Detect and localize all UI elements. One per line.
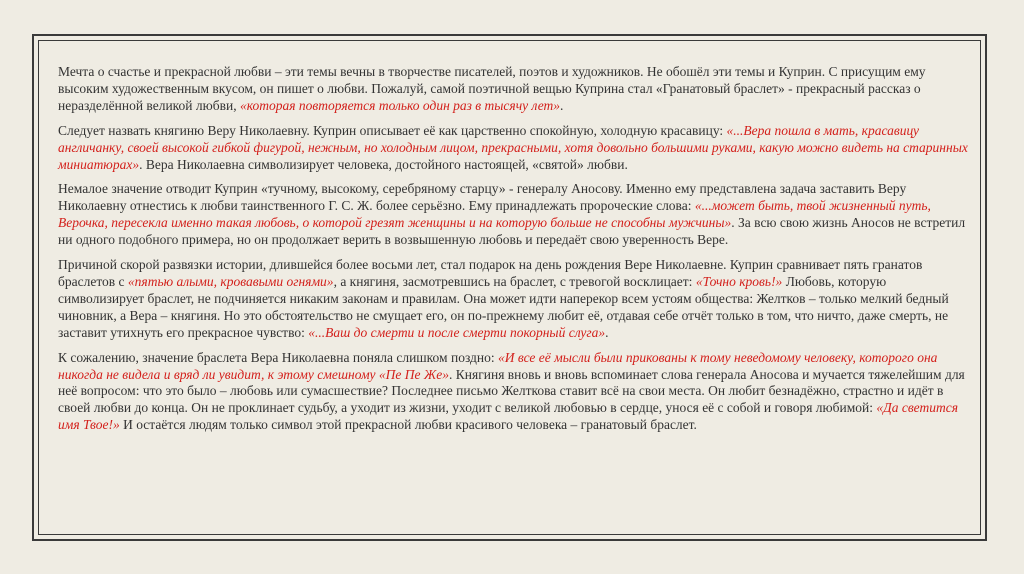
quote-text: «Точно кровь!»	[695, 273, 783, 289]
body-text: . Княгиня вновь и вновь вспоминает слова генерала Аносова и мучается тяжелейшим для неё вопросом: что это было – любовь или сумасшествие? Последнее письмо Желткова ставит всё на свои места. Он любит безнадёжно, страстно и идёт в своей любви до конца. Он не проклинает судьбу, а уходит из жизни, уходит с великой любовью в сердце, унося её с собой и говоря любимой:	[58, 366, 965, 416]
body-text: .	[560, 97, 564, 113]
quote-text: «...Ваш до смерти и после смерти покорный слуга»	[308, 324, 606, 340]
essay-text-body	[58, 64, 970, 442]
body-text: Причиной скорой развязки истории, длившейся более восьми лет, стал подарок на день рождения Вере Николаевне. Куприн сравнивает пять гранатов браслетов с	[58, 257, 923, 289]
body-text: И остаётся людям только символ этой прекрасной любви красивого человека – гранатовый браслет.	[119, 417, 697, 433]
paragraph-3	[58, 181, 970, 249]
quote-text: «которая повторяется только один раз в тысячу лет»	[239, 97, 561, 113]
body-text: . За всю свою жизнь Аносов не встретил ни одного подобного примера, но он продолжает верить в возвышенную любовь и передаёт свою уверенность Вере.	[58, 215, 966, 248]
body-text: , а княгиня, засмотревшись на браслет, с тревогой восклицает:	[333, 273, 696, 289]
paragraph-5	[58, 350, 970, 435]
body-text: Немалое значение отводит Куприн «тучному, высокому, серебряному старцу» - генералу Аносову. Именно ему представлена задача заставить Веру Николаевну отнестись к любви таинственного Г. С. Ж. более серьёзно. Ему принадлежать пророческие слова:	[58, 181, 907, 214]
quote-text: «И все её мысли были прикованы к тому неведомому человеку, которого она никогда не видела и вряд ли увидит, к этому смешному «Пе Пе Же»	[58, 349, 938, 382]
quote-text: «пятью алыми, кровавыми огнями»	[127, 273, 334, 289]
body-text: К сожалению, значение браслета Вера Николаевна поняла слишком поздно:	[58, 349, 499, 365]
body-text: .	[605, 324, 609, 340]
body-text: Следует назвать княгиню Веру Николаевну. Куприн описывает её как царственно спокойную, холодную красавицу:	[58, 122, 727, 138]
body-text: Мечта о счастье и прекрасной любви – эти темы вечны в творчестве писателей, поэтов и художников. Не обошёл эти темы и Куприн. С присущим ему высоким художественным вкусом, он пишет о любви. Пожалуй, самой поэтичной вещью Куприна стал «Гранатовый браслет» - прекрасный рассказ о неразделённой великой любви,	[58, 64, 926, 113]
paragraph-4	[58, 257, 970, 342]
paragraph-1	[58, 64, 970, 115]
paragraph-2	[58, 123, 970, 174]
body-text: Любовь, которую символизирует браслет, не подчиняется никаким законам и правилам. Она может идти наперекор всем устоям общества: Желтков – только мелкий бедный чиновник, а Вера – княгиня. Но это обстоятельство не смущает его, он по-прежнему любит её, отдавая себе отчёт только в том, что ничто, даже смерть, не заставит утихнуть его прекрасное чувство:	[58, 273, 949, 340]
quote-text: «...может быть, твой жизненный путь, Верочка, пересекла именно такая любовь, о которой грезят женщины и на которую больше не способны мужчины»	[58, 198, 931, 231]
body-text: . Вера Николаевна символизирует человека, достойного настоящей, «святой» любви.	[139, 156, 628, 172]
quote-text: «...Вера пошла в мать, красавицу англичанку, своей высокой гибкой фигурой, нежным, но холодным лицом, прекрасными, хотя довольно большими руками, какую можно видеть на старинных миниатюрах»	[58, 122, 968, 172]
quote-text: «Да светится имя Твое!»	[58, 400, 959, 433]
